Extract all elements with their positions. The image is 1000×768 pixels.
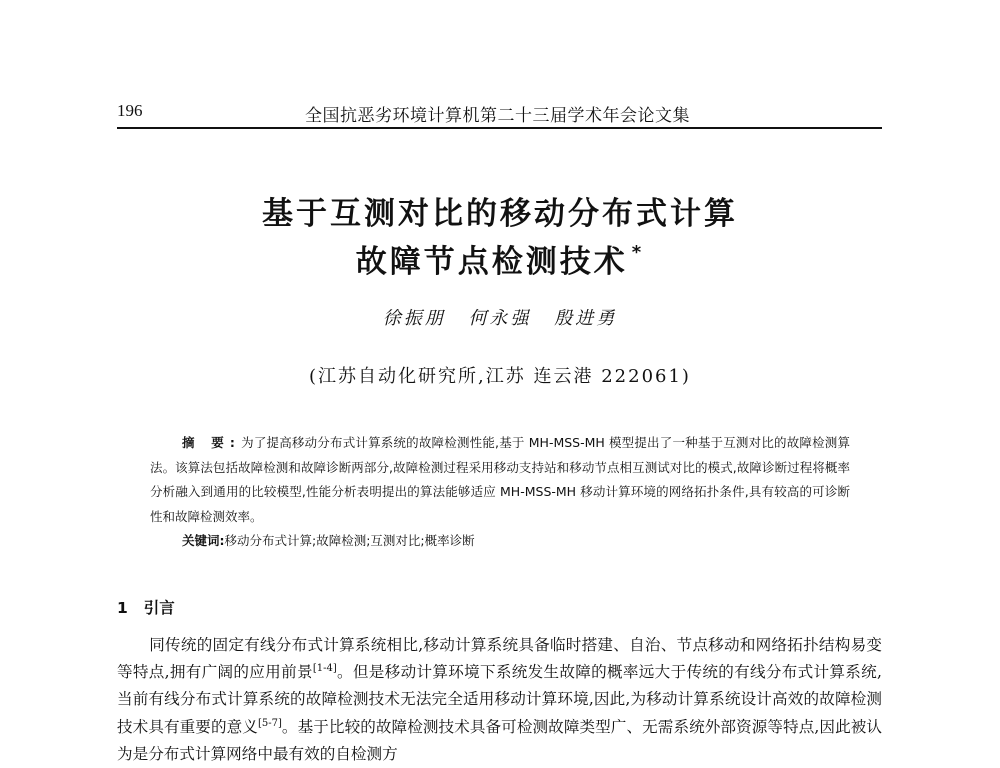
body-paragraph xyxy=(117,632,882,768)
section-heading xyxy=(117,596,175,618)
abstract-paragraph xyxy=(150,431,850,529)
keywords-text: 移动分布式计算;故障检测;互测对比;概率诊断 xyxy=(224,533,475,548)
abstract-block xyxy=(150,431,850,554)
keywords-label: 关键词: xyxy=(182,533,225,548)
paper-title-line-2-text: 故障节点检测技术 xyxy=(355,244,628,280)
abstract-text: 为了提高移动分布式计算系统的故障检测性能,基于 MH-MSS-MH 模型提出了一种基于互测对比的故障检测算法。该算法包括故障检测和故障诊断两部分,故障检测过程采用移动支持站和移动节点相互测试对比的模式,故障诊断过程将概率分析融入到通用的比较模型,性能分析表明提出的算法能够适应 MH-MSS-MH 移动计算环境的网络拓扑条件,具有较高的可诊断性和故障检测效率。 xyxy=(150,435,850,524)
title-footnote-mark: * xyxy=(631,242,645,263)
body-text-part-3: 。基于比较的故障检测技术具备可检测故障类型广、无需系统外部资源等特点,因此被认为是分布式计算网络中最有效的自检测方 xyxy=(117,717,882,763)
paper-title-line-1: 基于互测对比的移动分布式计算 xyxy=(262,196,738,232)
journal-title: 全国抗恶劣环境计算机第二十三届学术年会论文集 xyxy=(305,106,690,126)
section-title: 引言 xyxy=(143,599,175,617)
keywords-line xyxy=(182,529,850,554)
body-text-part-2: 。但是移动计算环境下系统发生故障的概率远大于传统的有线分布式计算系统,当前有线分布式计算系统的故障检测技术无法完全适用移动计算环境,因此,为移动计算系统设计高效的故障检测技术具有重要的意义 xyxy=(117,663,882,736)
author-list: 徐振朋 何永强 殷进勇 xyxy=(382,308,618,329)
section-number: 1 xyxy=(117,599,128,617)
page-number: 196 xyxy=(117,101,143,120)
running-header xyxy=(117,101,882,129)
affiliation: (江苏自动化研究所,江苏 连云港 222061) xyxy=(309,366,691,387)
body-text-part-1: 同传统的固定有线分布式计算系统相比,移动计算系统具备临时搭建、自治、节点移动和网络拓扑结构易变等特点,拥有广阔的应用前景 xyxy=(117,636,882,682)
citation-2: [5-7] xyxy=(257,717,282,729)
citation-1: [1-4] xyxy=(312,663,337,675)
abstract-label: 摘 要: xyxy=(182,435,241,450)
paper-title-line-2 xyxy=(0,236,1000,281)
